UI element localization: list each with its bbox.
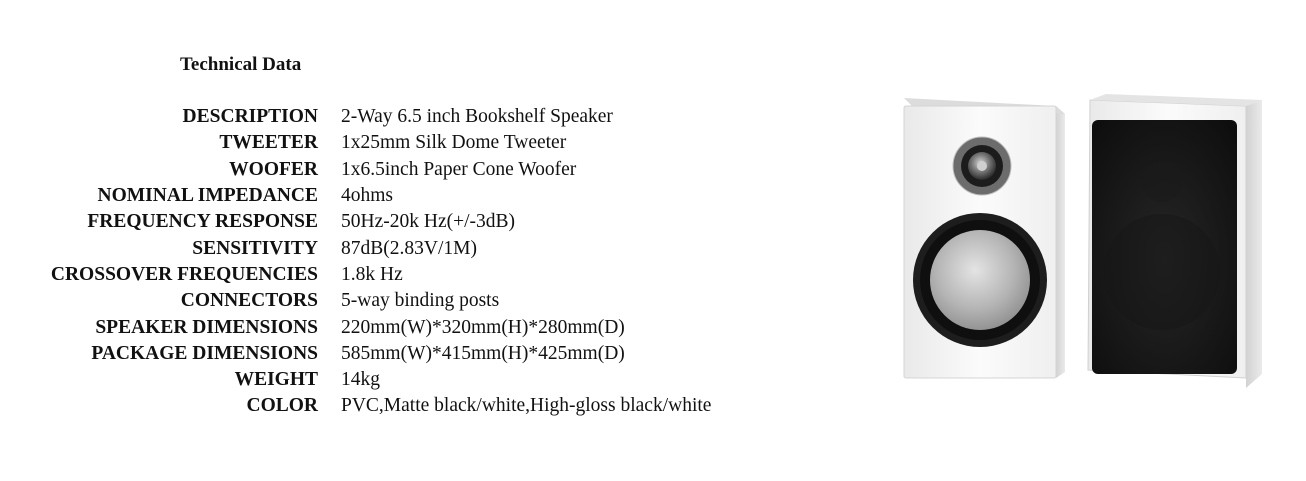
woofer xyxy=(913,213,1047,347)
spec-table xyxy=(0,104,711,420)
spec-value: 50Hz-20k Hz(+/-3dB) xyxy=(341,211,515,233)
spec-row-crossover xyxy=(0,262,711,288)
spec-value: 2-Way 6.5 inch Bookshelf Speaker xyxy=(341,106,613,128)
spec-value: 5-way binding posts xyxy=(341,290,500,312)
spec-row-connectors xyxy=(0,288,711,314)
spec-label: WEIGHT xyxy=(234,369,318,391)
spec-label: PACKAGE DIMENSIONS xyxy=(91,342,318,364)
spec-value: 14kg xyxy=(341,369,380,391)
spec-row-frequency-response xyxy=(0,209,711,235)
spec-value: 1.8k Hz xyxy=(341,263,403,285)
page-title: Technical Data xyxy=(180,54,302,75)
spec-value: 220mm(W)*320mm(H)*280mm(D) xyxy=(341,316,625,338)
spec-label: CONNECTORS xyxy=(180,290,318,312)
grille-tweeter-shadow xyxy=(1142,162,1182,202)
spec-label: DESCRIPTION xyxy=(182,106,318,128)
spec-label: TWEETER xyxy=(219,132,318,154)
tweeter xyxy=(953,137,1011,195)
spec-value: PVC,Matte black/white,High-gloss black/white xyxy=(341,395,712,417)
spec-row-sensitivity xyxy=(0,235,711,261)
spec-row-weight xyxy=(0,367,711,393)
spec-label: COLOR xyxy=(246,395,318,417)
spec-row-tweeter xyxy=(0,130,711,156)
speaker-without-grille xyxy=(904,98,1065,378)
cabinet-side xyxy=(1246,100,1262,388)
spec-row-color xyxy=(0,393,711,419)
spec-label: SENSITIVITY xyxy=(192,237,318,259)
spec-row-description xyxy=(0,104,711,130)
spec-value: 1x25mm Silk Dome Tweeter xyxy=(341,132,567,154)
spec-value: 4ohms xyxy=(341,185,394,207)
spec-label: NOMINAL IMPEDANCE xyxy=(97,185,318,207)
spec-row-speaker-dimensions xyxy=(0,314,711,340)
speaker-with-grille xyxy=(1088,94,1262,388)
grille-woofer-shadow xyxy=(1104,214,1220,330)
speaker-product-image xyxy=(890,92,1270,392)
spec-label: FREQUENCY RESPONSE xyxy=(87,211,318,233)
cabinet-side xyxy=(1056,106,1065,378)
spec-label: WOOFER xyxy=(229,158,318,180)
spec-label: CROSSOVER FREQUENCIES xyxy=(50,263,318,285)
spec-value: 585mm(W)*415mm(H)*425mm(D) xyxy=(341,342,625,364)
spec-label: SPEAKER DIMENSIONS xyxy=(95,316,318,338)
spec-row-woofer xyxy=(0,157,711,183)
spec-value: 1x6.5inch Paper Cone Woofer xyxy=(341,158,577,180)
spec-row-impedance xyxy=(0,183,711,209)
spec-row-package-dimensions xyxy=(0,341,711,367)
spec-value: 87dB(2.83V/1M) xyxy=(341,237,477,259)
